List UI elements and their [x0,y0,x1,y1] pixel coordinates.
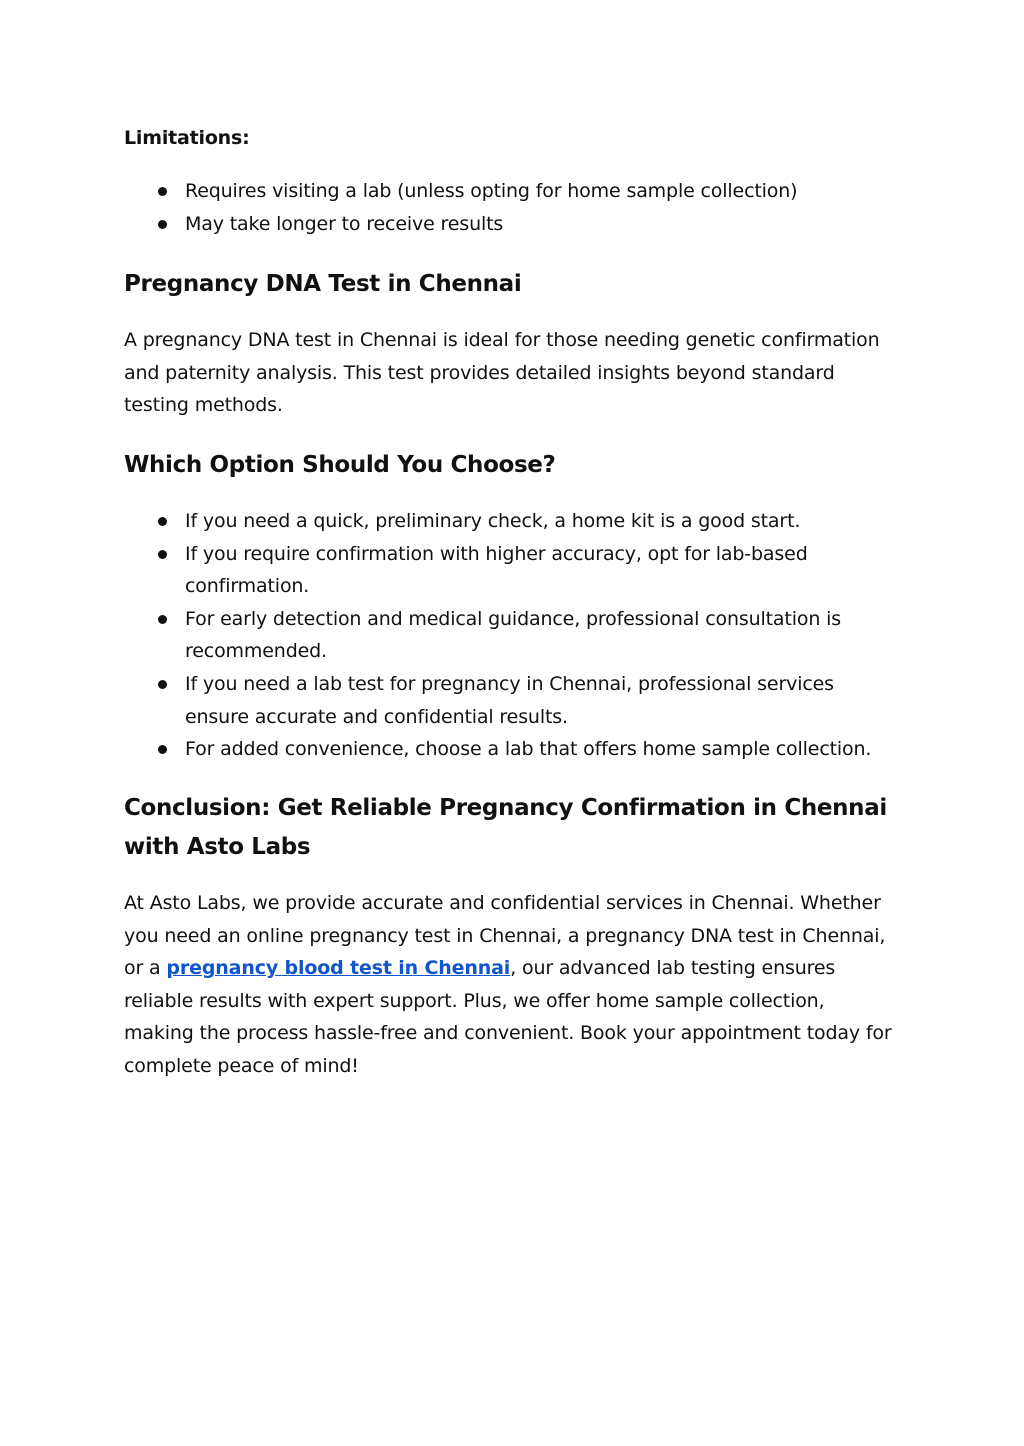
bullet-icon [158,745,167,754]
list-item-text: If you require confirmation with higher accuracy, opt for lab-based confirmation. [185,542,808,598]
list-item [124,668,894,733]
bullet-icon [158,187,167,196]
choose-section-heading: Which Option Should You Choose? [124,452,556,478]
conclusion-text-start: At Asto Labs, we provide accurate and confidential services in Chennai. Whether you need an online pregnancy test in Chennai, a pregnancy DNA test in Chennai, or a [124,892,886,980]
list-item-text: For added convenience, choose a lab that offers home sample collection. [185,738,872,761]
conclusion-text-end: , our advanced lab testing ensures reliable results with expert support. Plus, we offer home sample collection, making the process hassle-free and convenient. Book your appointment today for complete peace of mind! [124,957,892,1077]
bullet-icon [158,680,167,689]
list-item [124,733,894,766]
list-item-text: If you need a lab test for pregnancy in Chennai, professional services ensure accurate and confidential results. [185,672,834,728]
list-item [124,538,894,603]
limitations-label: Limitations: [124,127,250,149]
list-item [124,208,894,241]
pregnancy-blood-test-link[interactable]: pregnancy blood test in Chennai [166,957,511,980]
bullet-icon [158,550,167,559]
bullet-icon [158,615,167,624]
list-item-text: Requires visiting a lab (unless opting for home sample collection) [185,180,798,202]
conclusion-heading: Conclusion: Get Reliable Pregnancy Confirmation in Chennai with Asto Labs [124,795,887,860]
choose-options-list [124,505,894,766]
list-item [124,175,894,208]
list-item-text: For early detection and medical guidance, professional consultation is recommended. [185,607,841,663]
dna-section-heading: Pregnancy DNA Test in Chennai [124,271,522,297]
bullet-icon [158,517,167,526]
list-item-text: May take longer to receive results [185,212,504,235]
list-item [124,505,894,538]
list-item [124,603,894,668]
bullet-icon [158,220,167,229]
conclusion-paragraph [124,887,894,1083]
list-item-text: If you need a quick, preliminary check, a home kit is a good start. [185,510,801,532]
dna-section-paragraph: A pregnancy DNA test in Chennai is ideal for those needing genetic confirmation and paternity analysis. This test provides detailed insights beyond standard testing methods. [124,329,880,417]
limitations-list [124,175,894,240]
